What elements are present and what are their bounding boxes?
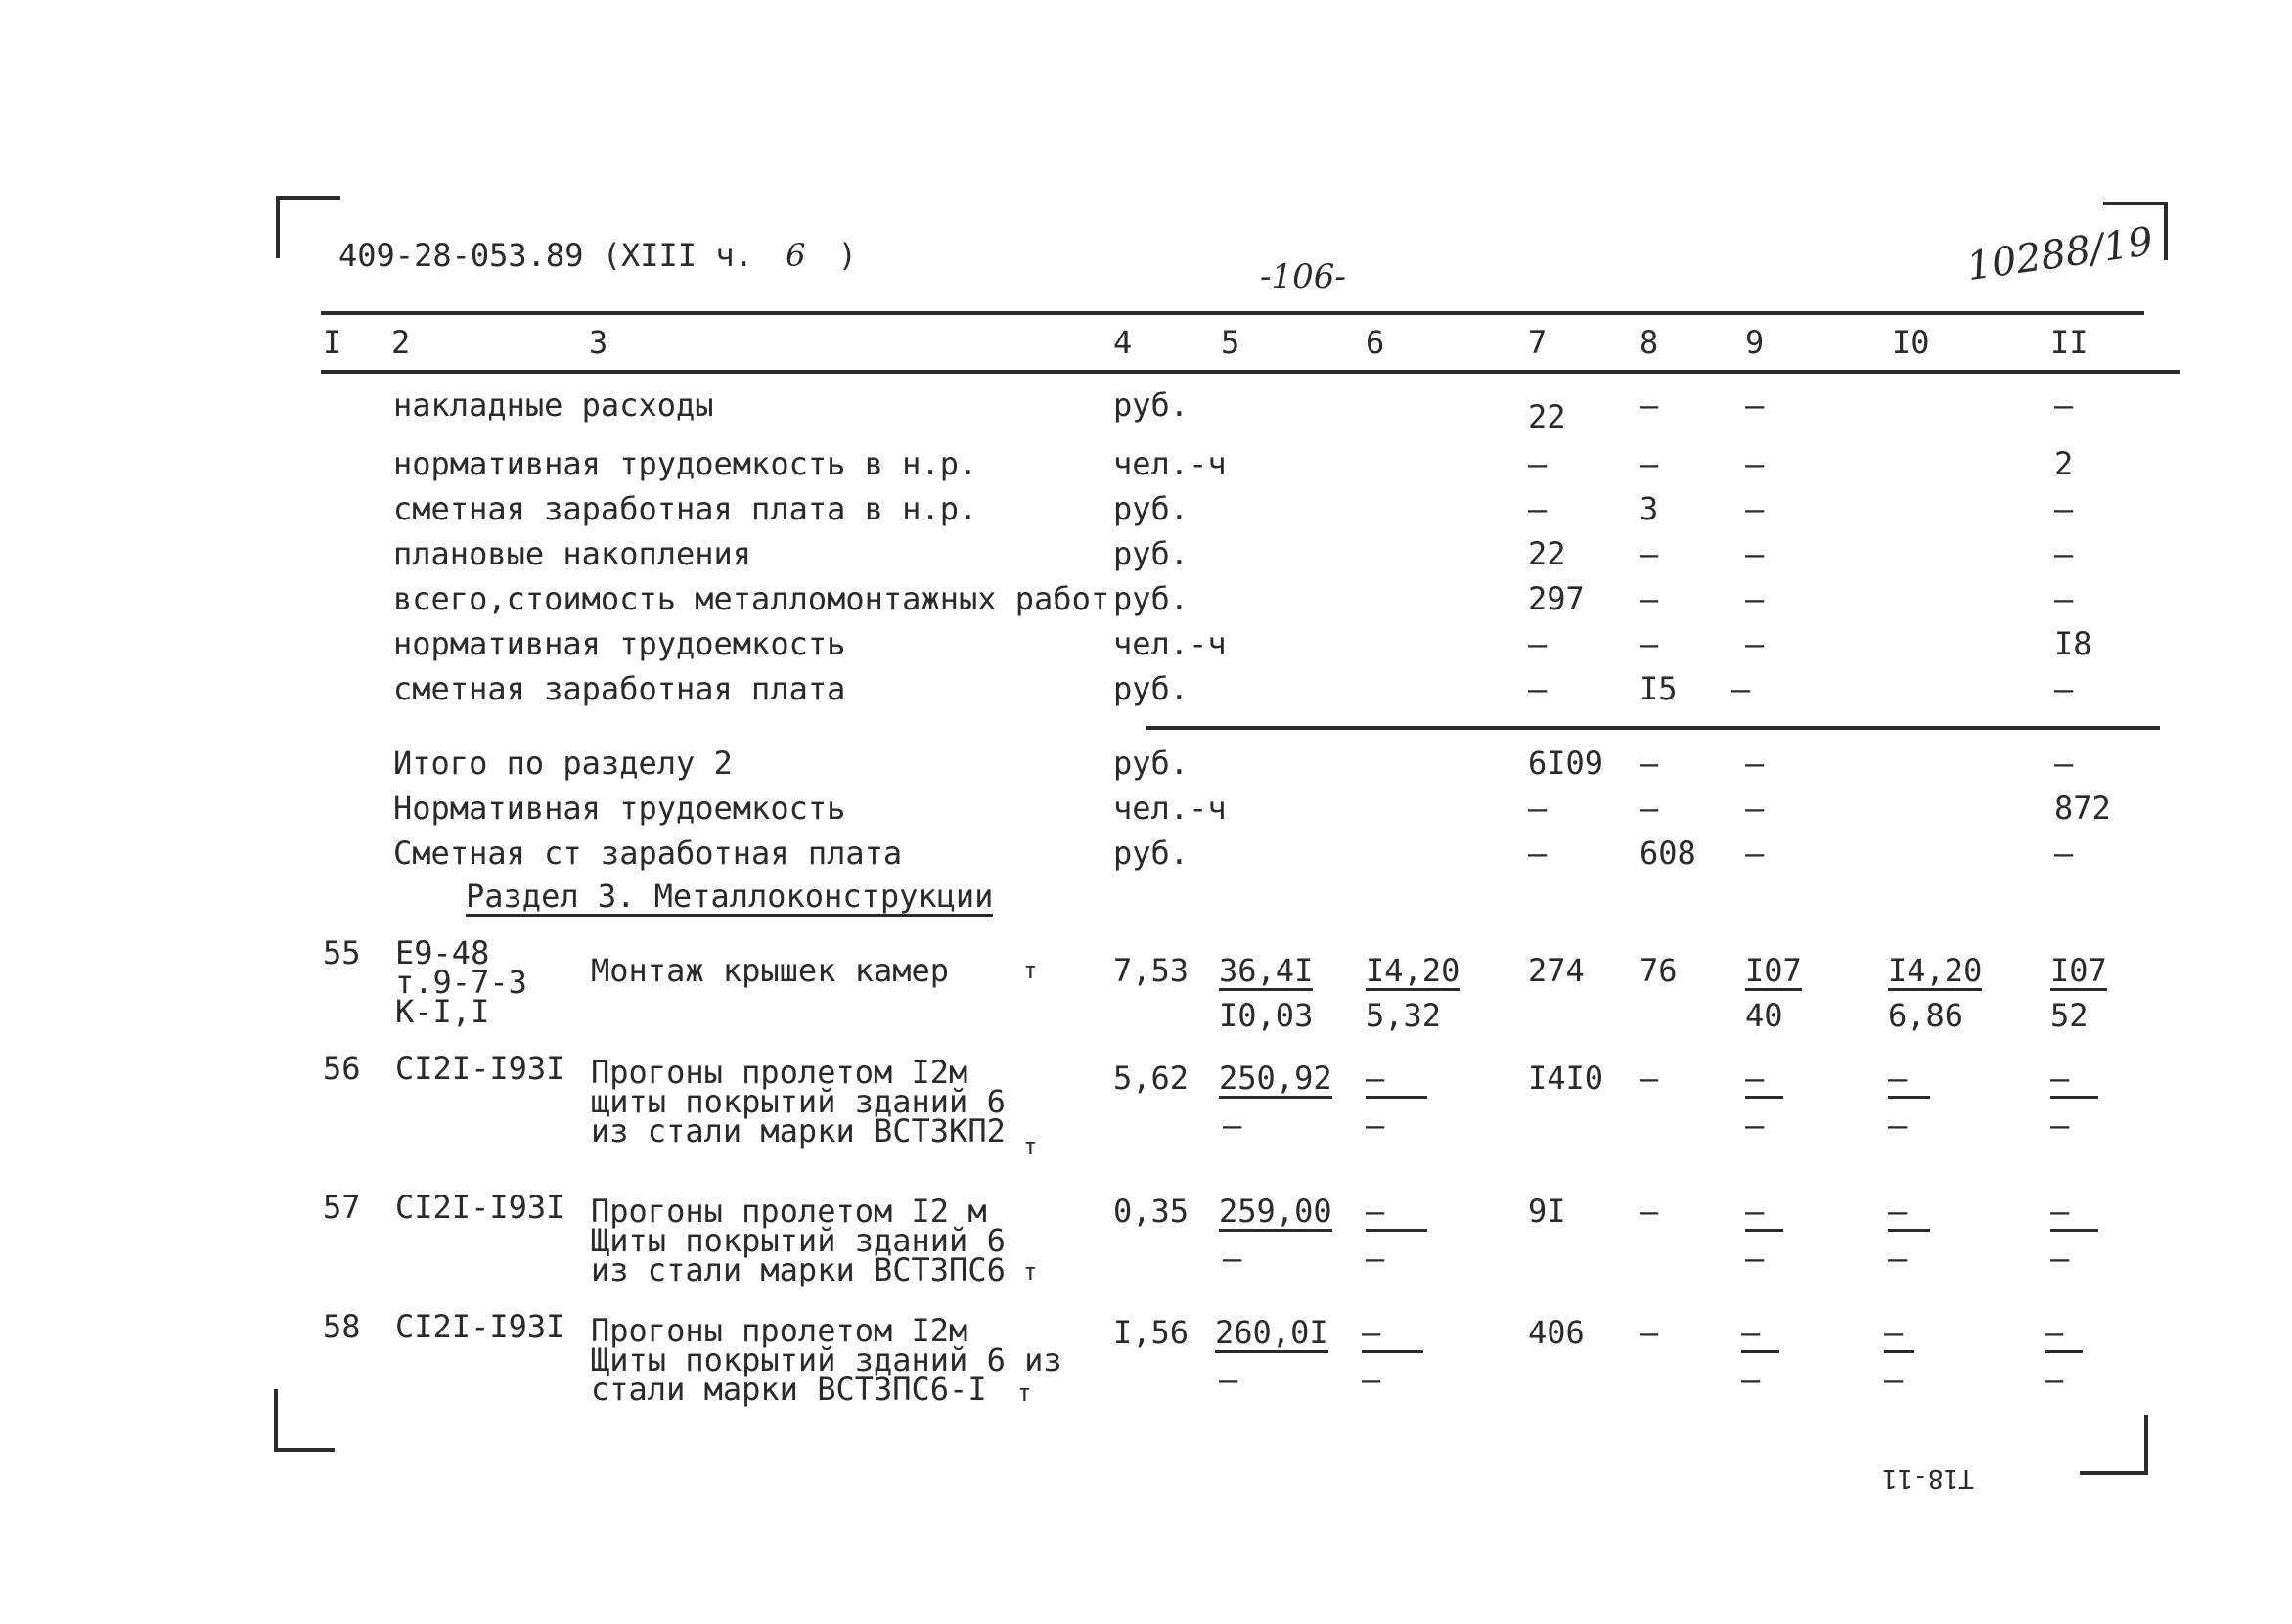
- row-col9: –: [1745, 789, 1765, 827]
- item-col7: 9I: [1528, 1193, 1566, 1230]
- item-code-line: К-I,I: [395, 993, 490, 1030]
- item-col8: 76: [1640, 952, 1678, 989]
- row-unit: руб.: [1113, 386, 1190, 424]
- row-col7: 22: [1528, 398, 1566, 435]
- item-number: 57: [323, 1189, 361, 1226]
- item-col5-top: 250,92: [1219, 1060, 1332, 1097]
- row-col7: –: [1528, 445, 1548, 482]
- item-col5-top: 259,00: [1219, 1193, 1332, 1230]
- row-name: накладные расходы: [393, 386, 714, 424]
- item-col9-bottom: –: [1745, 1240, 1765, 1277]
- row-col8: –: [1640, 744, 1659, 782]
- item-col11-bottom: 52: [2050, 997, 2089, 1034]
- item-unit: т: [1023, 957, 1038, 984]
- row-col8: –: [1640, 386, 1659, 424]
- item-col5-top: 36,4I: [1219, 952, 1314, 989]
- section-title: Раздел 3. Металлоконструкции: [466, 878, 994, 915]
- row-col7: –: [1528, 835, 1548, 872]
- item-col9-top: I07: [1745, 952, 1802, 989]
- row-name: сметная заработная плата в н.р.: [393, 490, 978, 527]
- item-col6-top: –: [1362, 1317, 1423, 1353]
- item-col10-top: –: [1884, 1317, 1914, 1353]
- col-header-8: 8: [1640, 324, 1659, 361]
- item-code-line: т.9-7-3: [395, 964, 527, 1001]
- item-col9-top: –: [1741, 1317, 1779, 1353]
- row-name: нормативная трудоемкость в н.р.: [393, 445, 978, 482]
- row-col8: –: [1640, 789, 1659, 827]
- item-code-line: E9-48: [395, 934, 490, 971]
- item-unit: т: [1017, 1379, 1032, 1407]
- item-col5-bottom: –: [1219, 1361, 1238, 1398]
- item-col11-bottom: –: [2045, 1361, 2064, 1398]
- row-col11: –: [2054, 386, 2074, 424]
- item-unit: т: [1023, 1258, 1038, 1286]
- item-col9-top: –: [1745, 1062, 1783, 1099]
- document-code: [338, 237, 857, 274]
- row-col9: –: [1745, 835, 1765, 872]
- item-col6-bottom: –: [1366, 1106, 1385, 1144]
- doc-part-number: 6: [786, 237, 806, 274]
- row-col8: –: [1640, 625, 1659, 662]
- row-col7: –: [1528, 789, 1548, 827]
- item-col5-bottom: I0,03: [1219, 997, 1314, 1034]
- item-number: 58: [323, 1308, 361, 1345]
- col-header-5: 5: [1221, 324, 1240, 361]
- row-col9: –: [1745, 535, 1765, 572]
- row-name: Нормативная трудоемкость: [393, 789, 846, 827]
- item-col6-top: I4,20: [1366, 952, 1461, 989]
- item-quantity: 5,62: [1113, 1060, 1190, 1097]
- doc-code: 409-28-053.89: [338, 237, 584, 274]
- row-col9: –: [1745, 625, 1765, 662]
- row-unit: руб.: [1113, 580, 1190, 617]
- col-header-3: 3: [589, 324, 608, 361]
- row-unit: руб.: [1113, 535, 1190, 572]
- row-name: плановые накопления: [393, 535, 752, 572]
- item-quantity: I,56: [1113, 1314, 1190, 1351]
- row-col7: –: [1528, 625, 1548, 662]
- row-col8: –: [1640, 580, 1659, 617]
- header-top-rule: [321, 311, 2144, 315]
- col-header-1: I: [323, 324, 342, 361]
- item-col7: I4I0: [1528, 1060, 1604, 1097]
- corner-bottom-left: [274, 1389, 335, 1452]
- col-header-2: 2: [391, 324, 411, 361]
- item-col8: –: [1640, 1314, 1659, 1351]
- row-col11: 872: [2054, 789, 2111, 827]
- col-header-6: 6: [1366, 324, 1385, 361]
- row-col9: –: [1745, 386, 1765, 424]
- row-col9: –: [1745, 490, 1765, 527]
- item-description-line: из стали марки ВСТ3ПС6: [591, 1251, 1006, 1288]
- row-name: сметная заработная плата: [393, 670, 846, 707]
- item-description-line: Щиты покрытий зданий 6: [591, 1222, 1006, 1259]
- row-col11: –: [2054, 744, 2074, 782]
- row-col9: –: [1745, 580, 1765, 617]
- row-unit: руб.: [1113, 490, 1190, 527]
- row-col7: –: [1528, 490, 1548, 527]
- item-col11-top: –: [2050, 1062, 2098, 1099]
- row-unit: чел.-ч: [1113, 625, 1227, 662]
- row-unit: руб.: [1113, 670, 1190, 707]
- row-unit: чел.-ч: [1113, 445, 1227, 482]
- corner-bottom-right: [2080, 1415, 2148, 1475]
- totals-separator: [1146, 726, 2160, 730]
- col-header-11: II: [2050, 324, 2089, 361]
- item-col5-bottom: –: [1223, 1106, 1242, 1144]
- item-col5-top: 260,0I: [1215, 1314, 1328, 1351]
- item-col7: 406: [1528, 1314, 1585, 1351]
- item-col8: –: [1640, 1060, 1659, 1097]
- row-col8: 608: [1640, 835, 1696, 872]
- item-col10-top: –: [1888, 1062, 1930, 1099]
- item-col10-bottom: –: [1888, 1106, 1908, 1144]
- row-col7: 22: [1528, 535, 1566, 572]
- row-unit: руб.: [1113, 744, 1190, 782]
- row-col9: –: [1745, 445, 1765, 482]
- row-name: Итого по разделу 2: [393, 744, 733, 782]
- item-col11-bottom: –: [2050, 1106, 2070, 1144]
- item-col9-top: –: [1745, 1195, 1783, 1232]
- item-description-line: Монтаж крышек камер: [591, 952, 950, 989]
- item-description-line: Щиты покрытий зданий 6 из: [591, 1341, 1062, 1378]
- row-col11: –: [2054, 535, 2074, 572]
- row-name: всего,стоимость металломонтажных работ: [393, 580, 1110, 617]
- col-header-9: 9: [1745, 324, 1765, 361]
- item-description-line: стали марки ВСТ3ПС6-I: [591, 1371, 987, 1408]
- item-description-line: Прогоны пролетом I2 м: [591, 1193, 987, 1230]
- col-header-10: I0: [1892, 324, 1930, 361]
- item-code-line: CI2I-I93I: [395, 1308, 565, 1345]
- item-col6-bottom: –: [1362, 1361, 1381, 1398]
- item-col10-bottom: –: [1884, 1361, 1904, 1398]
- corner-top-left: [276, 196, 340, 258]
- item-col10-top: –: [1888, 1195, 1930, 1232]
- row-col11: –: [2054, 580, 2074, 617]
- row-name: нормативная трудоемкость: [393, 625, 846, 662]
- item-col10-bottom: 6,86: [1888, 997, 1964, 1034]
- row-col9: –: [1731, 670, 1751, 707]
- row-col8: I5: [1640, 670, 1678, 707]
- item-col9-bottom: –: [1741, 1361, 1761, 1398]
- item-col11-top: –: [2045, 1317, 2083, 1353]
- row-col8: –: [1640, 535, 1659, 572]
- item-unit: т: [1023, 1133, 1038, 1160]
- item-col11-bottom: –: [2050, 1240, 2070, 1277]
- item-col6-top: –: [1366, 1195, 1427, 1232]
- row-col11: –: [2054, 670, 2074, 707]
- item-description-line: из стали марки ВСТ3КП2: [591, 1112, 1006, 1150]
- item-col6-bottom: 5,32: [1366, 997, 1442, 1034]
- item-description-line: щиты покрытий зданий 6: [591, 1083, 1006, 1120]
- item-col10-top: I4,20: [1888, 952, 1983, 989]
- item-description-line: Прогоны пролетом I2м: [591, 1312, 968, 1349]
- item-col9-bottom: –: [1745, 1106, 1765, 1144]
- row-col9: –: [1745, 744, 1765, 782]
- doc-part-close: ): [837, 237, 857, 274]
- item-number: 55: [323, 934, 361, 971]
- col-header-7: 7: [1528, 324, 1548, 361]
- item-col11-top: I07: [2050, 952, 2107, 989]
- item-col7: 274: [1528, 952, 1585, 989]
- item-col11-top: –: [2050, 1195, 2098, 1232]
- row-col7: 297: [1528, 580, 1585, 617]
- row-col8: –: [1640, 445, 1659, 482]
- doc-part-open: (XIII ч.: [602, 237, 753, 274]
- row-col8: 3: [1640, 490, 1659, 527]
- item-col9-bottom: 40: [1745, 997, 1783, 1034]
- col-header-4: 4: [1113, 324, 1133, 361]
- item-number: 56: [323, 1050, 361, 1087]
- row-col11: –: [2054, 835, 2074, 872]
- sheet-code-mirrored: T18-11: [1882, 1464, 1974, 1493]
- item-quantity: 0,35: [1113, 1193, 1190, 1230]
- row-unit: руб.: [1113, 835, 1190, 872]
- item-code-line: CI2I-I93I: [395, 1050, 565, 1087]
- page-number: -106-: [1260, 257, 1346, 296]
- row-col7: 6I09: [1528, 744, 1604, 782]
- item-description-line: Прогоны пролетом I2м: [591, 1054, 968, 1091]
- handwritten-reference: 10288/19: [1963, 218, 2156, 291]
- row-col11: 2: [2054, 445, 2074, 482]
- item-col10-bottom: –: [1888, 1240, 1908, 1277]
- header-bottom-rule: [321, 370, 2180, 374]
- row-name: Сметная ст заработная плата: [393, 835, 903, 872]
- row-col11: I8: [2054, 625, 2092, 662]
- row-col7: –: [1528, 670, 1548, 707]
- item-col8: –: [1640, 1193, 1659, 1230]
- item-quantity: 7,53: [1113, 952, 1190, 989]
- item-col5-bottom: –: [1223, 1240, 1242, 1277]
- item-col6-top: –: [1366, 1062, 1427, 1099]
- item-col6-bottom: –: [1366, 1240, 1385, 1277]
- row-col11: –: [2054, 490, 2074, 527]
- item-code-line: CI2I-I93I: [395, 1189, 565, 1226]
- row-unit: чел.-ч: [1113, 789, 1227, 827]
